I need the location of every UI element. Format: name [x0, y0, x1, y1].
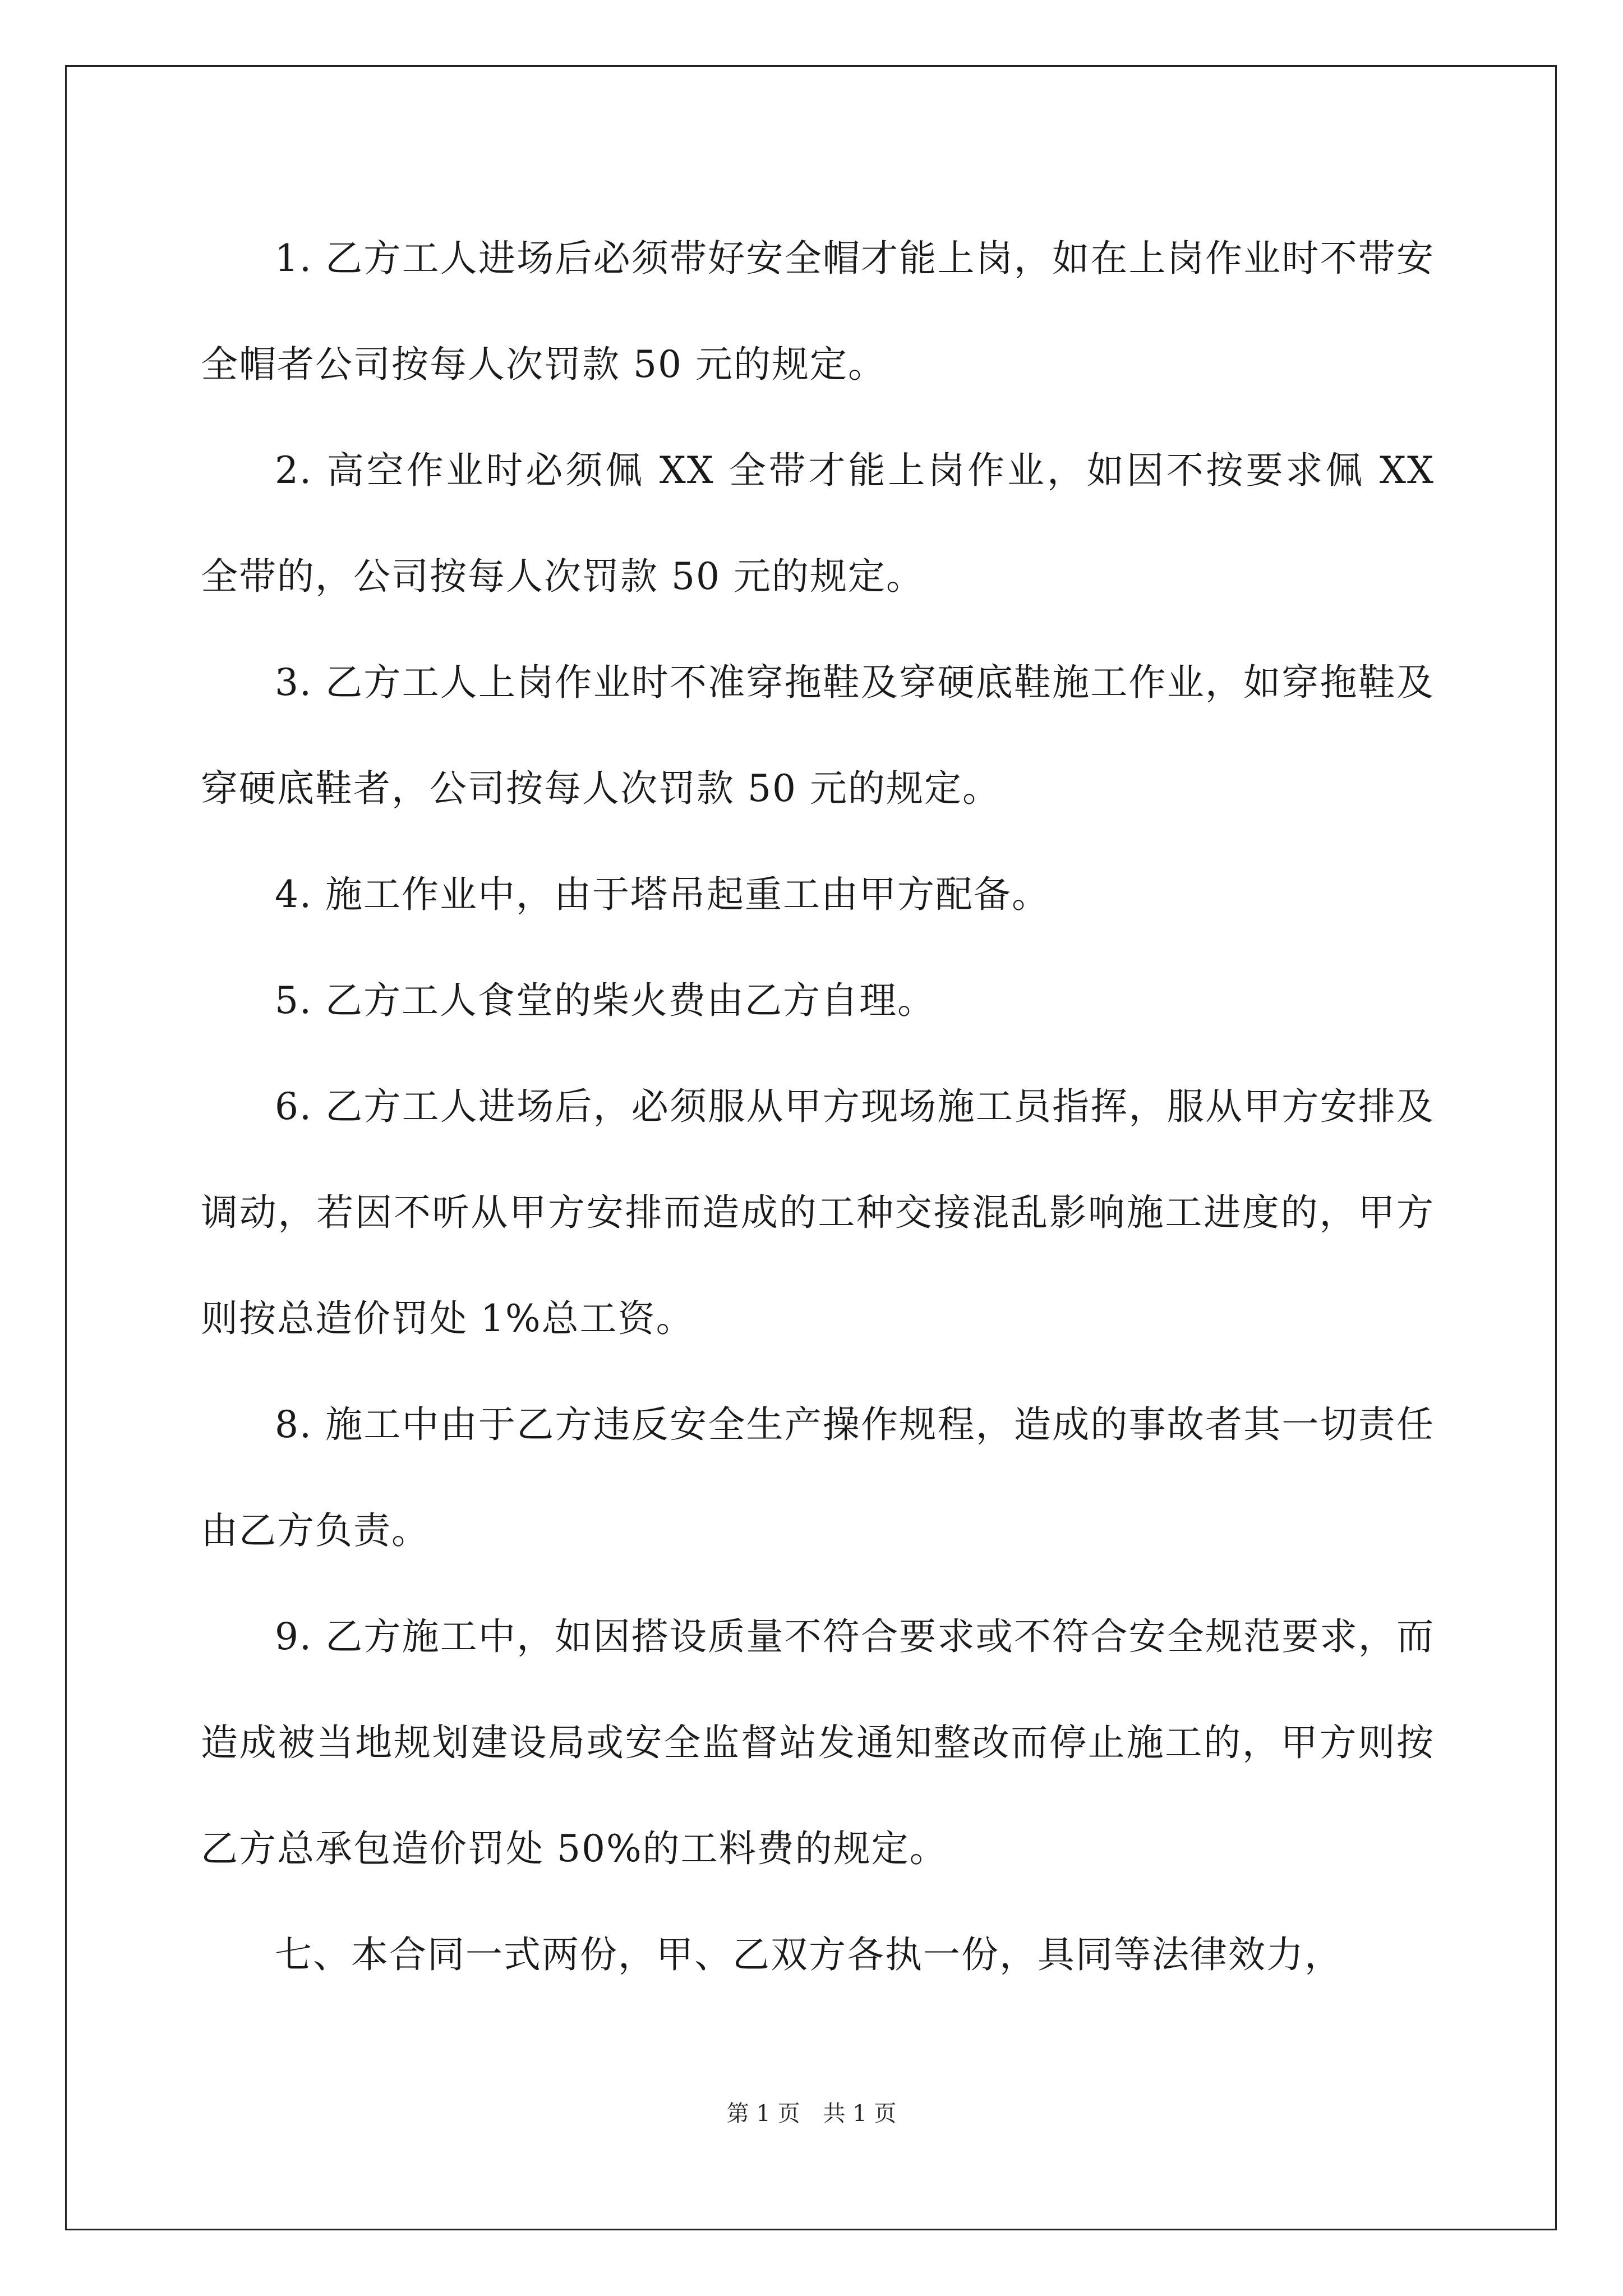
paragraph-2: 2. 高空作业时必须佩 XX 全带才能上岗作业，如因不按要求佩 XX 全带的，公司按每人次罚款 50 元的规定。	[201, 449, 1435, 598]
paragraph-8: 8. 施工中由于乙方违反安全生产操作规程，造成的事故者其一切责任由乙方负责。	[201, 1403, 1435, 1552]
document-body	[201, 205, 1435, 2008]
page-footer	[0, 2097, 1623, 2131]
paragraph-1: 1. 乙方工人进场后必须带好安全帽才能上岗，如在上岗作业时不带安全帽者公司按每人次罚款 50 元的规定。	[201, 237, 1435, 386]
page-number-total: 共 1 页	[823, 2101, 897, 2127]
paragraph-seven: 七、本合同一式两份，甲、乙双方各执一份，具同等法律效力，	[275, 1933, 1343, 1976]
paragraph-4: 4. 施工作业中，由于塔吊起重工由甲方配备。	[275, 873, 1050, 916]
paragraph-5: 5. 乙方工人食堂的柴火费由乙方自理。	[275, 979, 935, 1022]
paragraph-9: 9. 乙方施工中，如因搭设质量不符合要求或不符合安全规范要求，而造成被当地规划建设局或安全监督站发通知整改而停止施工的，甲方则按乙方总承包造价罚处 50%的工料费的规定。	[201, 1615, 1435, 1870]
page-number-current: 第 1 页	[726, 2101, 800, 2127]
paragraph-3: 3. 乙方工人上岗作业时不准穿拖鞋及穿硬底鞋施工作业，如穿拖鞋及穿硬底鞋者，公司按每人次罚款 50 元的规定。	[201, 661, 1435, 810]
paragraph-6: 6. 乙方工人进场后，必须服从甲方现场施工员指挥，服从甲方安排及调动，若因不听从甲方安排而造成的工种交接混乱影响施工进度的，甲方则按总造价罚处 1%总工资。	[201, 1085, 1435, 1340]
